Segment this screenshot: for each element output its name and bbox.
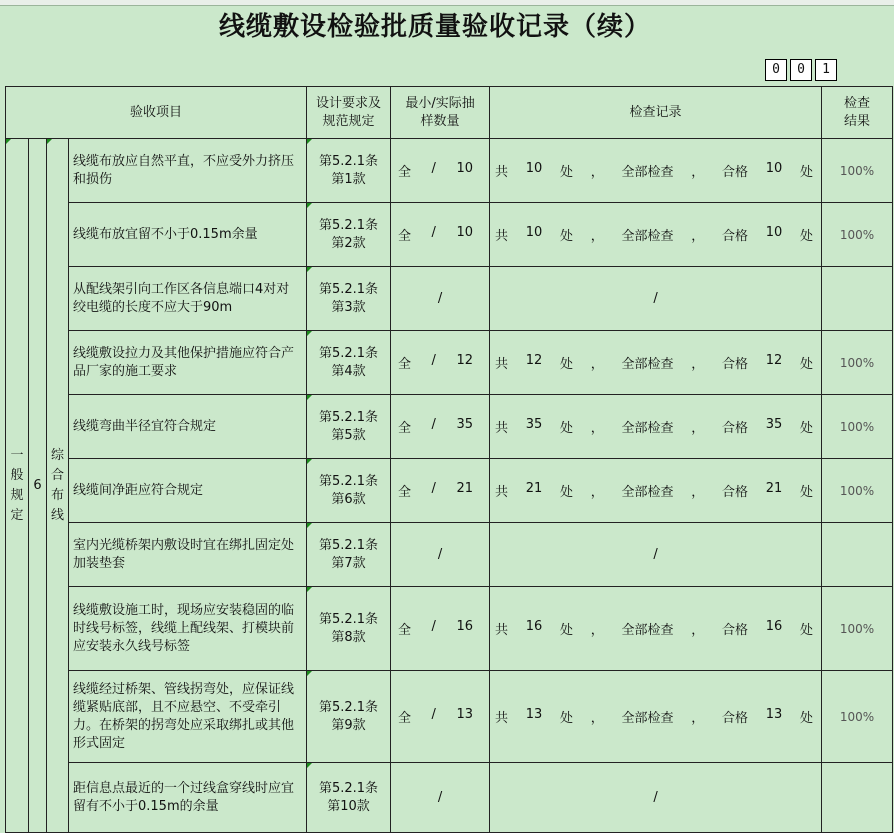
sample-cell[interactable]: 全 / 13 bbox=[391, 671, 490, 763]
standard-cell[interactable]: 第5.2.1条第8款 bbox=[307, 587, 391, 671]
table-row bbox=[6, 395, 893, 459]
serial-digit[interactable]: 0 bbox=[790, 59, 812, 81]
sample-cell[interactable]: / bbox=[391, 523, 490, 587]
result-cell[interactable]: 100% bbox=[822, 459, 893, 523]
result-cell[interactable]: 100% bbox=[822, 587, 893, 671]
standard-cell[interactable]: 第5.2.1条第6款 bbox=[307, 459, 391, 523]
item-cell[interactable]: 从配线架引向工作区各信息端口4对对绞电缆的长度不应大于90m bbox=[69, 267, 307, 331]
item-cell[interactable]: 线缆经过桥架、管线拐弯处，应保证线缆紧贴底部，且不应悬空、不受牵引力。在桥架的拐弯处应采取绑扎或其他形式固定 bbox=[69, 671, 307, 763]
result-cell[interactable] bbox=[822, 763, 893, 833]
record-cell[interactable]: 共 35 处 ， 全部检查 ， 合格 35 处 bbox=[490, 395, 822, 459]
result-cell[interactable]: 100% bbox=[822, 395, 893, 459]
standard-cell[interactable]: 第5.2.1条第3款 bbox=[307, 267, 391, 331]
sample-cell[interactable]: 全 / 10 bbox=[391, 139, 490, 203]
standard-cell[interactable]: 第5.2.1条第2款 bbox=[307, 203, 391, 267]
table-row bbox=[6, 763, 893, 833]
standard-cell[interactable]: 第5.2.1条第1款 bbox=[307, 139, 391, 203]
group-name-cell: 综合布线 bbox=[47, 139, 69, 833]
item-cell[interactable]: 线缆布放宜留不小于0.15m余量 bbox=[69, 203, 307, 267]
header-standard: 设计要求及规范规定 bbox=[307, 87, 391, 139]
sample-cell[interactable]: 全 / 16 bbox=[391, 587, 490, 671]
header-item: 验收项目 bbox=[6, 87, 307, 139]
item-cell[interactable]: 线缆布放应自然平直，不应受外力挤压和损伤 bbox=[69, 139, 307, 203]
standard-cell[interactable]: 第5.2.1条第9款 bbox=[307, 671, 391, 763]
item-cell[interactable]: 距信息点最近的一个过线盒穿线时应宜留有不小于0.15m的余量 bbox=[69, 763, 307, 833]
category-cell: 一般规定 bbox=[6, 139, 29, 833]
serial-digit[interactable]: 0 bbox=[765, 59, 787, 81]
record-cell[interactable]: 共 10 处 ， 全部检查 ， 合格 10 处 bbox=[490, 203, 822, 267]
record-cell[interactable]: 共 21 处 ， 全部检查 ， 合格 21 处 bbox=[490, 459, 822, 523]
result-cell[interactable]: 100% bbox=[822, 139, 893, 203]
standard-cell[interactable]: 第5.2.1条第7款 bbox=[307, 523, 391, 587]
sample-cell[interactable]: 全 / 10 bbox=[391, 203, 490, 267]
table-row bbox=[6, 203, 893, 267]
result-cell[interactable] bbox=[822, 523, 893, 587]
header-result: 检查结果 bbox=[822, 87, 893, 139]
table-row bbox=[6, 523, 893, 587]
sample-cell[interactable]: / bbox=[391, 267, 490, 331]
item-cell[interactable]: 线缆弯曲半径宜符合规定 bbox=[69, 395, 307, 459]
table-row bbox=[6, 139, 893, 203]
table-row bbox=[6, 671, 893, 763]
item-cell[interactable]: 室内光缆桥架内敷设时宜在绑扎固定处加装垫套 bbox=[69, 523, 307, 587]
record-cell[interactable]: / bbox=[490, 763, 822, 833]
table-row bbox=[6, 459, 893, 523]
item-cell[interactable]: 线缆间净距应符合规定 bbox=[69, 459, 307, 523]
header-sample: 最小/实际抽样数量 bbox=[391, 87, 490, 139]
result-cell[interactable]: 100% bbox=[822, 671, 893, 763]
item-cell[interactable]: 线缆敷设拉力及其他保护措施应符合产品厂家的施工要求 bbox=[69, 331, 307, 395]
standard-cell[interactable]: 第5.2.1条第4款 bbox=[307, 331, 391, 395]
sample-cell[interactable]: / bbox=[391, 763, 490, 833]
sample-cell[interactable]: 全 / 35 bbox=[391, 395, 490, 459]
page-title: 线缆敷设检验批质量验收记录（续） bbox=[218, 12, 651, 42]
group-number-cell: 6 bbox=[29, 139, 47, 833]
header-row bbox=[6, 87, 893, 139]
standard-cell[interactable]: 第5.2.1条第10款 bbox=[307, 763, 391, 833]
result-cell[interactable]: 100% bbox=[822, 203, 893, 267]
result-cell[interactable] bbox=[822, 267, 893, 331]
table-row bbox=[6, 587, 893, 671]
standard-cell[interactable]: 第5.2.1条第5款 bbox=[307, 395, 391, 459]
sample-cell[interactable]: 全 / 12 bbox=[391, 331, 490, 395]
record-cell[interactable]: / bbox=[490, 267, 822, 331]
item-cell[interactable]: 线缆敷设施工时，现场应安装稳固的临时线号标签，线缆上配线架、打模块前应安装永久线号标签 bbox=[69, 587, 307, 671]
sample-cell[interactable]: 全 / 21 bbox=[391, 459, 490, 523]
table-row bbox=[6, 331, 893, 395]
record-cell[interactable]: 共 13 处 ， 全部检查 ， 合格 13 处 bbox=[490, 671, 822, 763]
record-cell[interactable]: 共 10 处 ， 全部检查 ， 合格 10 处 bbox=[490, 139, 822, 203]
inspection-table-wrap bbox=[5, 86, 892, 829]
table-row bbox=[6, 267, 893, 331]
serial-number bbox=[765, 59, 837, 81]
record-cell[interactable]: 共 16 处 ， 全部检查 ， 合格 16 处 bbox=[490, 587, 822, 671]
serial-digit[interactable]: 1 bbox=[815, 59, 837, 81]
inspection-table bbox=[5, 86, 893, 833]
result-cell[interactable]: 100% bbox=[822, 331, 893, 395]
record-cell[interactable]: 共 12 处 ， 全部检查 ， 合格 12 处 bbox=[490, 331, 822, 395]
header-record: 检查记录 bbox=[490, 87, 822, 139]
record-cell[interactable]: / bbox=[490, 523, 822, 587]
